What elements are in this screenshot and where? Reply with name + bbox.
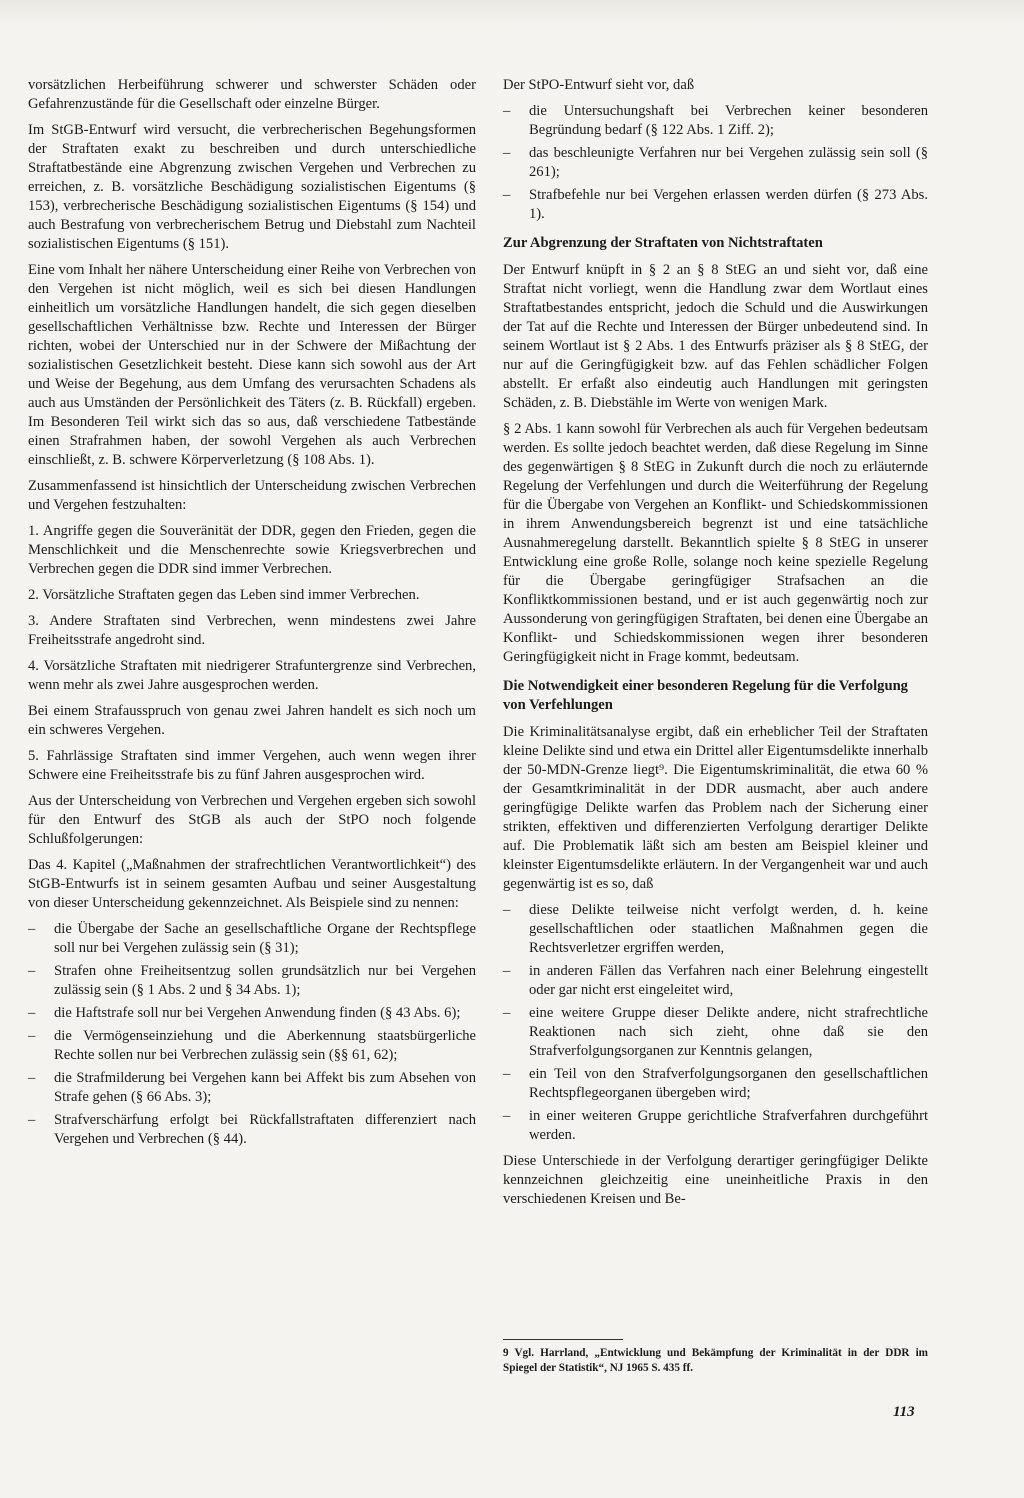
footnote-divider	[503, 1339, 623, 1340]
list-item	[503, 962, 928, 1000]
numbered-item: 1. Angriffe gegen die Souveränität der DDR, gegen den Frieden, gegen die Menschlichkeit und die Menschenrechte sowie Kriegsverbrechen und Verbrechen gegen die DDR sind immer Verbrechen.	[28, 523, 476, 577]
list-item-text: in einer weiteren Gruppe gerichtliche Strafverfahren durchgeführt werden.	[529, 1108, 928, 1143]
dash-mark: –	[28, 1005, 36, 1021]
list-item-text: die Untersuchungshaft bei Verbrechen keiner besonderen Begründung bedarf (§ 122 Abs. 1 Ziff. 2);	[529, 103, 928, 138]
list-item	[28, 1069, 476, 1107]
paragraph: Der Entwurf knüpft in § 2 an § 8 StEG an und sieht vor, daß eine Straftat nicht vorliegt, wenn die Handlung zwar dem Wortlaut eines Straftatbestandes entspricht, jedoch die Schuld und die Auswirkungen der Tat auf die Rechte und Interessen der Bürger unbedeutend sind. In seinem Wortlaut ist § 2 Abs. 1 des Entwurfs präziser als § 8 StEG, der nur auf die Geringfügigkeit bzw. auf das Fehlen schädlicher Folgen abstellt. Er erfaßt also eindeutig auch Handlungen mit geringsten Schäden, z. B. Diebstähle im Werte von wenigen Mark.	[503, 262, 928, 411]
dash-mark: –	[28, 1070, 36, 1086]
section-heading: Zur Abgrenzung der Straftaten von Nichtstraftaten	[503, 235, 823, 251]
list-item	[503, 1004, 928, 1061]
list-item-text: Strafverschärfung erfolgt bei Rückfallstraftaten differenziert nach Vergehen und Verbrechen (§ 44).	[54, 1112, 476, 1147]
paragraph: Eine vom Inhalt her nähere Unterscheidung einer Reihe von Verbrechen von den Vergehen ist nicht möglich, weil es sich bei diesen Handlungen einheitlich um vorsätzliche Handlungen handelt, die sich gegen dieselben gesellschaftlichen Verhältnisse bzw. Rechte und Interessen der Bürger richten, wobei der Unterschied nur in der Schwere der Mißachtung der sozialistischen Gesetzlichkeit besteht. Diese kann sich sowohl aus der Art und Weise der Begehung, aus dem Umfang des verursachten Schadens als auch aus Umständen der Persönlichkeit des Täters (z. B. Rückfall) ergeben. Im Besonderen Teil wirkt sich das so aus, daß verschiedene Tatbestände einen Strafrahmen haben, der sowohl Vergehen als auch Verbrechen einschließt, z. B. schwere Körperverletzung (§ 108 Abs. 1).	[28, 262, 476, 468]
list-item	[28, 920, 476, 958]
numbered-item: 3. Andere Straftaten sind Verbrechen, wenn mindestens zwei Jahre Freiheitsstrafe angedroht sind.	[28, 613, 476, 648]
dash-mark: –	[503, 1005, 511, 1021]
paragraph: Zusammenfassend ist hinsichtlich der Unterscheidung zwischen Verbrechen und Vergehen festzuhalten:	[28, 478, 476, 513]
list-item-text: die Vermögenseinziehung und die Aberkennung staatsbürgerliche Rechte sollen nur bei Verbrechen zulässig sein (§§ 61, 62);	[54, 1028, 476, 1063]
list-item	[503, 144, 928, 182]
list-item	[503, 901, 928, 958]
footnote: 9 Vgl. Harrland, „Entwicklung und Bekämpfung der Kriminalität in der DDR im Spiegel der Statistik“, NJ 1965 S. 435 ff.	[503, 1347, 928, 1374]
page-number: 113	[893, 1404, 915, 1420]
dash-mark: –	[503, 963, 511, 979]
list-item-text: die Haftstrafe soll nur bei Vergehen Anwendung finden (§ 43 Abs. 6);	[54, 1005, 461, 1021]
list-item	[503, 102, 928, 140]
list-item	[28, 962, 476, 1000]
dash-mark: –	[503, 902, 511, 918]
paragraph: Das 4. Kapitel („Maßnahmen der strafrechtlichen Verantwortlichkeit“) des StGB-Entwurfs ist in seinem gesamten Aufbau und seiner Ausgestaltung von dieser Unterscheidung gekennzeichnet. Als Beispiele sind zu nennen:	[28, 857, 476, 911]
list-item-text: ein Teil von den Strafverfolgungsorganen den gesellschaftlichen Rechtspflegeorganen übergeben wird;	[529, 1066, 928, 1101]
list-item-text: die Übergabe der Sache an gesellschaftliche Organe der Rechtspflege soll nur bei Vergehen zulässig sein (§ 31);	[54, 921, 476, 956]
dash-mark: –	[28, 1028, 36, 1044]
right-column	[503, 76, 928, 1216]
paragraph: § 2 Abs. 1 kann sowohl für Verbrechen als auch für Vergehen bedeutsam werden. Es sollte jedoch beachtet werden, daß diese Regelung im Sinne des gegenwärtigen § 8 StEG in Zukunft durch die noch zu erläuternde Regelung der Verfehlungen und durch die Weiterführung der Regelung für die Übergabe von Vergehen an Konflikt- und Schiedskommissionen in ihrem Anwendungsbereich begrenzt ist und eine tatsächliche Ausnahmeregelung darstellt. Bekanntlich spielte § 8 StEG in unserer Entwicklung eine große Rolle, solange noch keine spezielle Regelung für die Übergabe geringfügiger Strafsachen an die Konfliktkommissionen bestand, und er ist auch gegenwärtig noch zur Aussonderung von geringfügigen Straftaten, bei denen eine Übergabe an Konflikt- und Schiedskommissionen wegen ihrer besonderen Geringfügigkeit nicht in Frage kommt, bedeutsam.	[503, 421, 928, 665]
dash-mark: –	[503, 145, 511, 161]
list-item-text: Strafen ohne Freiheitsentzug sollen grundsätzlich nur bei Vergehen zulässig sein (§ 1 Abs. 2 und § 34 Abs. 1);	[54, 963, 476, 998]
list-item-text: eine weitere Gruppe dieser Delikte andere, nicht strafrechtliche Reaktionen nach sich zieht, ohne daß sie den Strafverfolgungsorganen zur Kenntnis gelangen,	[529, 1005, 928, 1059]
list-item-text: in anderen Fällen das Verfahren nach einer Belehrung eingestellt oder gar nicht erst eingeleitet wird,	[529, 963, 928, 998]
paragraph: vorsätzlichen Herbeiführung schwerer und schwerster Schäden oder Gefahrenzustände für die Gesellschaft oder einzelne Bürger.	[28, 77, 476, 112]
list-item	[28, 1027, 476, 1065]
paragraph: Der StPO-Entwurf sieht vor, daß	[503, 77, 695, 93]
dash-mark: –	[28, 1112, 36, 1128]
dash-list	[503, 102, 928, 224]
paragraph: Diese Unterschiede in der Verfolgung derartiger geringfügiger Delikte kennzeichnen gleichzeitig eine uneinheitliche Praxis in den verschiedenen Kreisen und Be-	[503, 1153, 928, 1207]
list-item-text: diese Delikte teilweise nicht verfolgt werden, d. h. keine gesellschaftlichen oder staatlichen Maßnahmen gegen die Rechtsverletzer ergriffen werden,	[529, 902, 928, 956]
dash-mark: –	[503, 1108, 511, 1124]
paragraph: Die Kriminalitätsanalyse ergibt, daß ein erheblicher Teil der Straftaten kleine Delikte sind und etwa ein Drittel aller Eigentumsdelikte innerhalb der 50-MDN-Grenze liegt⁹. Die Eigentumskriminalität, die etwa 60 % der Gesamtkriminalität in der DDR ausmacht, aber auch andere geringfügige Delikte warfen das Problem nach der Sicherung einer strikten, effektiven und differenzierten Verfolgung derartiger Delikte auf. Die Problematik läßt sich am besten am Beispiel kleiner und kleinster Eigentumsdelikte erläutern. In der Vergangenheit war und auch gegenwärtig ist es so, daß	[503, 724, 928, 892]
left-column	[28, 76, 476, 1156]
dash-mark: –	[503, 1066, 511, 1082]
numbered-item: 5. Fahrlässige Straftaten sind immer Vergehen, auch wenn wegen ihrer Schwere eine Freiheitsstrafe bis zu fünf Jahren ausgesprochen wird.	[28, 748, 476, 783]
list-item-text: die Strafmilderung bei Vergehen kann bei Affekt bis zum Absehen von Strafe gehen (§ 66 Abs. 3);	[54, 1070, 476, 1105]
list-item-text: Strafbefehle nur bei Vergehen erlassen werden dürfen (§ 273 Abs. 1).	[529, 187, 928, 222]
list-item	[503, 1107, 928, 1145]
list-item	[503, 186, 928, 224]
list-item	[28, 1004, 476, 1023]
numbered-item: 4. Vorsätzliche Straftaten mit niedrigerer Strafuntergrenze sind Verbrechen, wenn mehr als zwei Jahre ausgesprochen werden.	[28, 658, 476, 693]
list-item	[28, 1111, 476, 1149]
dash-mark: –	[28, 921, 36, 937]
dash-mark: –	[503, 187, 511, 203]
scan-edge	[0, 0, 1024, 24]
paragraph: Im StGB-Entwurf wird versucht, die verbrecherischen Begehungsformen der Straftaten exakt zu beschreiben und durch unterschiedliche Straftatbestände eine Abgrenzung zwischen Vergehen und Verbrechen zu erreichen, z. B. vorsätzliche Beschädigung sozialistischen Eigentums (§ 153), verbrecherische Beschädigung sozialistischen Eigentums (§ 154) und auch Bestrafung von verbrecherischem Betrug und Diebstahl zum Nachteil sozialistischen Eigentums (§ 151).	[28, 122, 476, 252]
dash-mark: –	[503, 103, 511, 119]
list-item	[503, 1065, 928, 1103]
dash-list	[503, 901, 928, 1145]
dash-list	[28, 920, 476, 1149]
dash-mark: –	[28, 963, 36, 979]
list-item-text: das beschleunigte Verfahren nur bei Vergehen zulässig sein soll (§ 261);	[529, 145, 928, 180]
paragraph: Aus der Unterscheidung von Verbrechen und Vergehen ergeben sich sowohl für den Entwurf des StGB als auch der StPO noch folgende Schlußfolgerungen:	[28, 793, 476, 847]
paragraph: Bei einem Strafausspruch von genau zwei Jahren handelt es sich noch um ein schweres Vergehen.	[28, 703, 476, 738]
numbered-item: 2. Vorsätzliche Straftaten gegen das Leben sind immer Verbrechen.	[28, 587, 420, 603]
section-heading: Die Notwendigkeit einer besonderen Regelung für die Verfolgung von Verfehlungen	[503, 678, 908, 713]
